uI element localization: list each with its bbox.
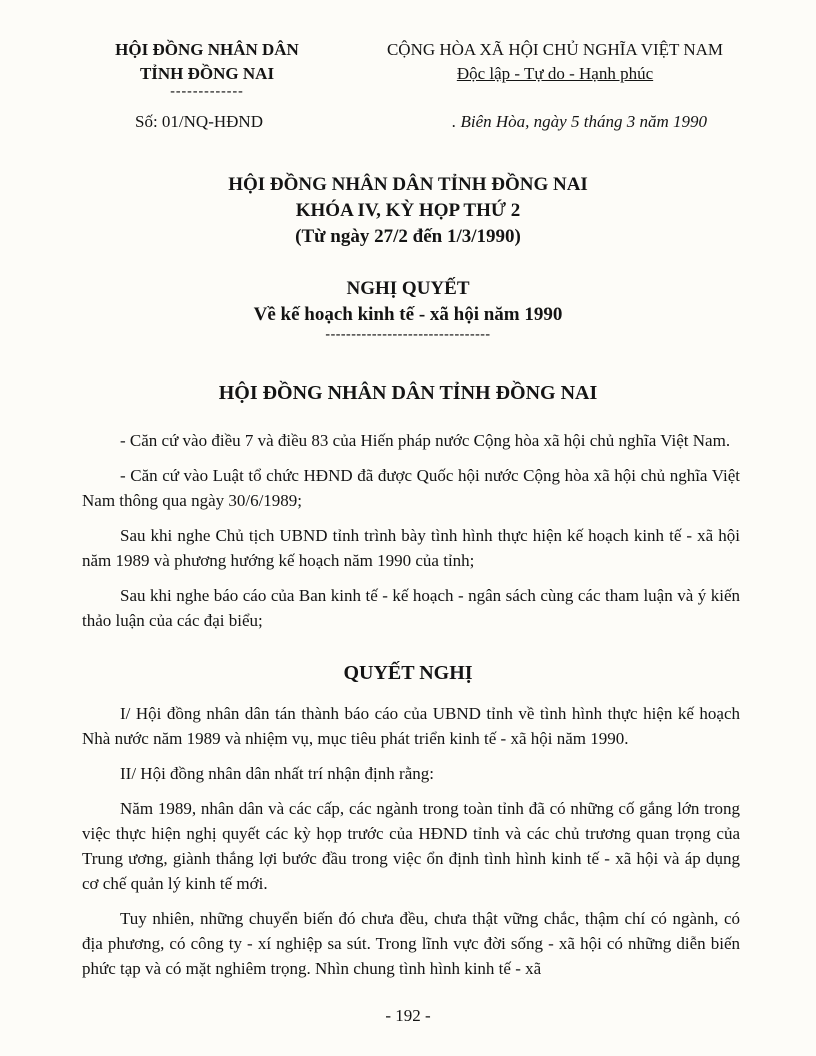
national-motto: Độc lập - Tự do - Hạnh phúc [456, 64, 654, 83]
preamble-paragraph: Sau khi nghe báo cáo của Ban kinh tế - kế hoạch - ngân sách cùng các tham luận và ý kiến thảo luận của các đại biểu; [82, 586, 740, 630]
council-session-title [0, 172, 816, 250]
document-number: Số: 01/NQ-HĐND [135, 112, 263, 131]
decision-paragraph: Năm 1989, nhân dân và các cấp, các ngành trong toàn tỉnh đã có những cố gắng lớn trong việc thực hiện nghị quyết các kỳ họp trước của HĐND tỉnh và các chủ trương quan trọng của Trung ương, giành thắng lợi bước đầu trong việc ổn định tình hình kinh tế - xã hội và áp dụng cơ chế quản lý kinh tế mới. [82, 799, 740, 893]
decision-paragraph: I/ Hội đồng nhân dân tán thành báo cáo của UBND tỉnh về tình hình thực hiện kế hoạch Nhà nước năm 1989 và nhiệm vụ, mục tiêu phát triển kinh tế - xã hội năm 1990. [82, 704, 740, 748]
issuer-heading: HỘI ĐỒNG NHÂN DÂN TỈNH ĐỒNG NAI [218, 382, 598, 404]
decision-heading: QUYẾT NGHỊ [343, 662, 473, 684]
national-header [355, 38, 755, 86]
issuer-name: HỘI ĐỒNG NHÂN DÂN [115, 40, 299, 59]
issuer-province: TỈNH ĐỒNG NAI [139, 64, 275, 83]
resolution-subtitle: Về kế hoạch kinh tế - xã hội năm 1990 [253, 304, 563, 325]
council-title-line3: (Từ ngày 27/2 đến 1/3/1990) [295, 226, 521, 247]
page-number: - 192 - [385, 1006, 431, 1025]
preamble-paragraph: - Căn cứ vào điều 7 và điều 83 của Hiến pháp nước Cộng hòa xã hội chủ nghĩa Việt Nam. [120, 431, 731, 450]
preamble-paragraph: Sau khi nghe Chủ tịch UBND tỉnh trình bày tình hình thực hiện kế hoạch kinh tế - xã hội năm 1989 và phương hướng kế hoạch năm 1990 của tỉnh; [82, 526, 740, 570]
resolution-title-block [0, 276, 816, 342]
issuer-divider: ------------- [170, 84, 244, 99]
national-name: CỘNG HÒA XÃ HỘI CHỦ NGHĨA VIỆT NAM [386, 40, 724, 59]
place-and-date: . Biên Hòa, ngày 5 tháng 3 năm 1990 [452, 112, 707, 131]
council-title-line2: KHÓA IV, KỲ HỌP THỨ 2 [295, 200, 521, 221]
issuer-header [92, 38, 322, 98]
resolution-divider: -------------------------------- [325, 327, 491, 342]
preamble-paragraph: - Căn cứ vào Luật tổ chức HĐND đã được Quốc hội nước Cộng hòa xã hội chủ nghĩa Việt Nam thông qua ngày 30/6/1989; [82, 466, 740, 510]
council-title-line1: HỘI ĐỒNG NHÂN DÂN TỈNH ĐỒNG NAI [228, 174, 588, 195]
resolution-title: NGHỊ QUYẾT [346, 278, 470, 299]
decision-paragraph: II/ Hội đồng nhân dân nhất trí nhận định rằng: [120, 764, 434, 783]
preamble-section [82, 428, 740, 633]
decision-paragraph: Tuy nhiên, những chuyển biến đó chưa đều, chưa thật vững chắc, thậm chí có ngành, có địa phương, có công ty - xí nghiệp sa sút. Trong lĩnh vực đời sống - xã hội có những diễn biến phức tạp và có mặt nghiêm trọng. Nhìn chung tình hình kinh tế - xã [82, 909, 740, 978]
decision-section [82, 701, 740, 981]
